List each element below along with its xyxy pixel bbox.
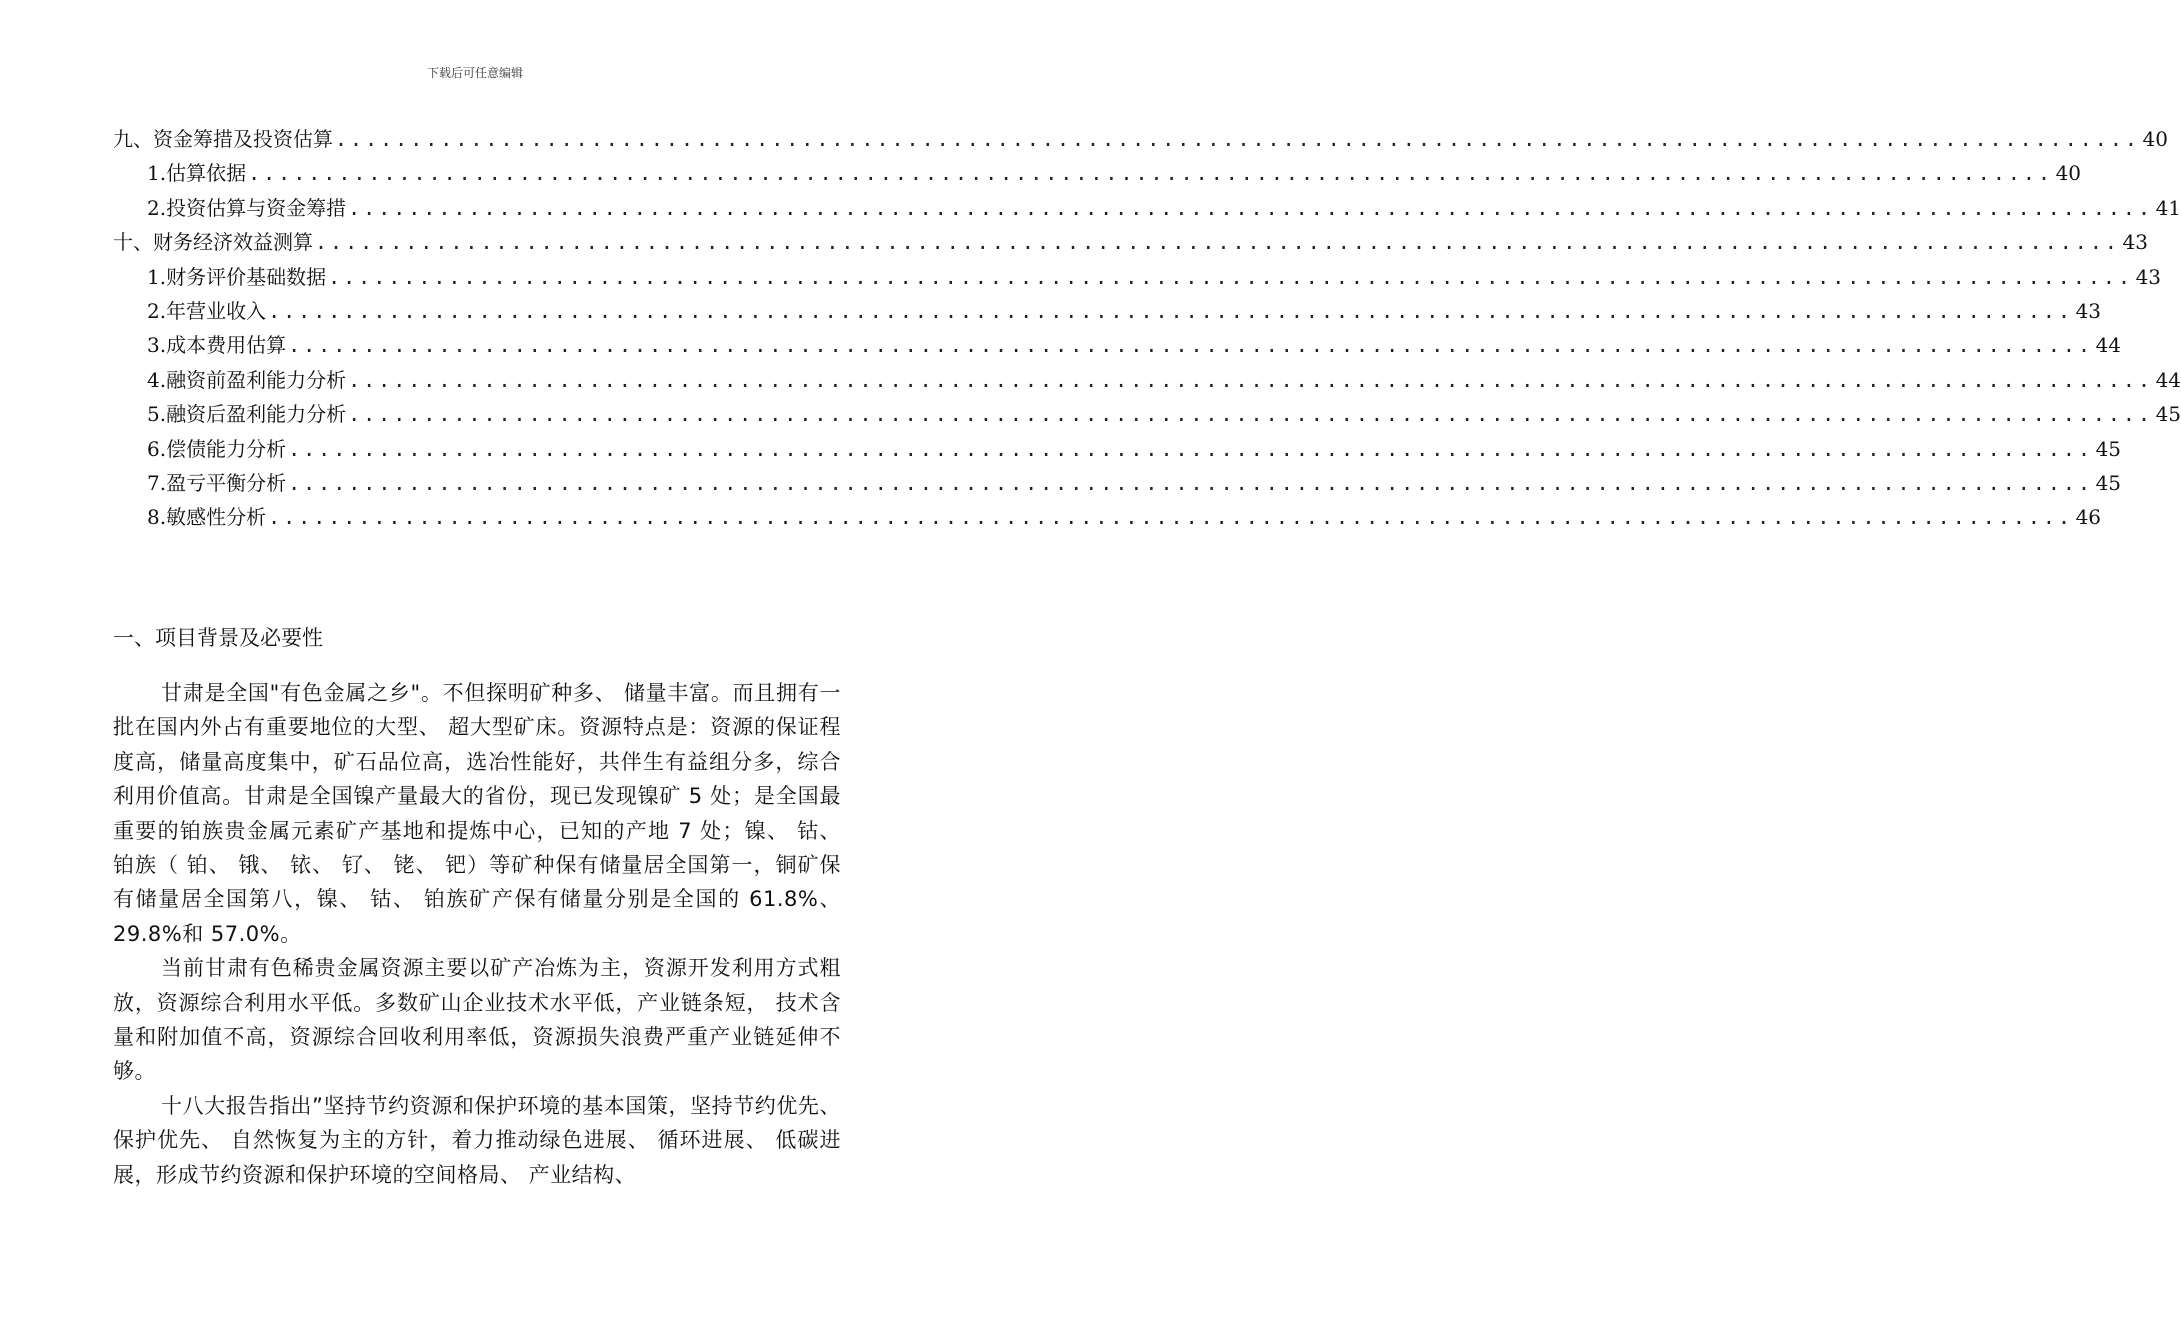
toc-number: 7.	[147, 470, 167, 495]
toc-entry[interactable]	[113, 466, 2122, 500]
toc-leader: ........................................................................................................................	[248, 161, 2054, 186]
toc-leader: ........................................................................................................................	[315, 230, 2120, 255]
toc-number: 8.	[147, 505, 167, 530]
toc-title: 投资估算与资金筹措	[166, 195, 347, 220]
toc-leader: ........................................................................................................................	[268, 505, 2074, 530]
toc-entry[interactable]	[113, 191, 2181, 225]
toc-number: 2.	[147, 298, 167, 323]
toc-leader: ........................................................................................................................	[288, 436, 2094, 461]
toc-number: 4.	[147, 367, 167, 392]
toc-title: 财务经济效益测算	[153, 230, 313, 255]
toc-page-number: 44	[2095, 333, 2122, 358]
toc-title: 成本费用估算	[166, 333, 287, 358]
toc-entry[interactable]	[113, 260, 2162, 294]
toc-title: 敏感性分析	[166, 505, 267, 530]
toc-number: 1.	[147, 161, 167, 186]
toc-title: 融资前盈利能力分析	[166, 367, 347, 392]
toc-leader: ........................................................................................................................	[348, 195, 2154, 220]
toc-number: 5.	[147, 402, 167, 427]
toc-entry[interactable]	[113, 122, 2168, 156]
toc-title: 偿债能力分析	[166, 436, 287, 461]
toc-number: 1.	[147, 264, 167, 289]
toc-page-number: 44	[2155, 367, 2181, 392]
toc-page-number: 45	[2155, 402, 2181, 427]
toc-leader: ........................................................................................................................	[348, 367, 2154, 392]
toc-leader: ........................................................................................................................	[288, 333, 2094, 358]
toc-page-number: 43	[2135, 264, 2162, 289]
toc-leader: ........................................................................................................................	[288, 470, 2094, 495]
toc-entry[interactable]	[113, 328, 2122, 362]
toc-leader: ........................................................................................................................	[268, 298, 2074, 323]
table-of-contents	[113, 122, 2181, 535]
toc-number: 十、	[113, 230, 153, 255]
section-heading: 一、项目背景及必要性	[113, 626, 323, 650]
page-header: 下载后可任意编辑	[426, 66, 523, 80]
toc-page-number: 41	[2155, 195, 2181, 220]
toc-entry[interactable]	[113, 432, 2122, 466]
toc-number: 2.	[147, 195, 167, 220]
toc-entry[interactable]	[113, 363, 2181, 397]
toc-page-number: 43	[2122, 230, 2148, 255]
toc-title: 资金筹措及投资估算	[153, 127, 333, 151]
toc-entry[interactable]	[113, 156, 2082, 190]
toc-title: 融资后盈利能力分析	[166, 402, 347, 427]
toc-entry[interactable]	[113, 500, 2102, 534]
toc-page-number: 46	[2075, 505, 2102, 530]
toc-leader: ........................................................................................................................	[335, 127, 2140, 151]
paragraph: 当前甘肃有色稀贵金属资源主要以矿产冶炼为主，资源开发利用方式粗放，资源综合利用水平低。多数矿山企业技术水平低，产业链条短， 技术含量和附加值不高，资源综合回收利用率低，资源损失浪费严重产业链延伸不够。	[113, 956, 841, 1084]
toc-title: 估算依据	[166, 161, 247, 186]
toc-leader: ........................................................................................................................	[328, 264, 2134, 289]
toc-page-number: 40	[2055, 161, 2082, 186]
toc-page-number: 45	[2095, 436, 2122, 461]
toc-title: 盈亏平衡分析	[166, 470, 287, 495]
toc-entry[interactable]	[113, 294, 2102, 328]
toc-entry[interactable]	[113, 397, 2181, 431]
toc-page-number: 45	[2095, 470, 2122, 495]
toc-title: 年营业收入	[166, 298, 267, 323]
toc-entry[interactable]	[113, 225, 2148, 259]
toc-leader: ........................................................................................................................	[348, 402, 2154, 427]
toc-number: 九、	[113, 127, 153, 151]
toc-number: 6.	[147, 436, 167, 461]
toc-number: 3.	[147, 333, 167, 358]
body-text	[113, 676, 841, 1192]
toc-title: 财务评价基础数据	[166, 264, 327, 289]
toc-page-number: 40	[2142, 127, 2168, 151]
toc-page-number: 43	[2075, 298, 2102, 323]
paragraph: 甘肃是全国"有色金属之乡"。不但探明矿种多、 储量丰富。而且拥有一批在国内外占有重要地位的大型、 超大型矿床。资源特点是：资源的保证程度高，储量高度集中，矿石品位高，选冶性能好，共伴生有益组分多，综合利用价值高。甘肃是全国镍产量最大的省份，现已发现镍矿 5 处；是全国最重要的铂族贵金属元素矿产基地和提炼中心，已知的产地 7 处；镍、 钴、 铂族（ 铂、 锇、 铱、 钌、 铑、 钯）等矿种保有储量居全国第一，铜矿保有储量居全国第八，镍、 钴、 铂族矿产保有储量分别是全国的 61.8%、 29.8%和 57.0%。	[113, 681, 841, 946]
paragraph: 十八大报告指出”坚持节约资源和保护环境的基本国策，坚持节约优先、 保护优先、 自然恢复为主的方针，着力推动绿色进展、 循环进展、 低碳进展，形成节约资源和保护环境的空间格局、 产业结构、	[113, 1093, 841, 1187]
